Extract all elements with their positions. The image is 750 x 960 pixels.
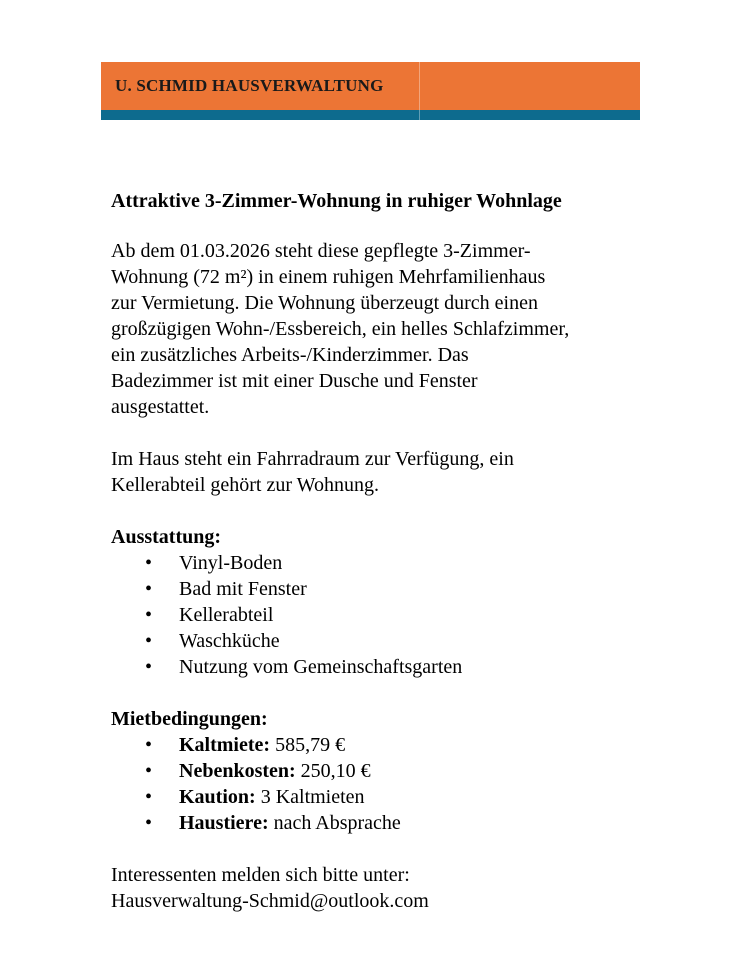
company-name: U. SCHMID HAUSVERWALTUNG xyxy=(115,76,384,95)
header-banner xyxy=(101,62,640,120)
term-label: Kaution: xyxy=(179,786,256,808)
intro-line: großzügigen Wohn-/Essbereich, ein helles Schlafzimmer, xyxy=(111,318,570,340)
terms-title: Mietbedingungen: xyxy=(111,708,268,730)
feature-text: Vinyl-Boden xyxy=(179,552,283,574)
list-item xyxy=(111,550,651,576)
feature-text: Nutzung vom Gemeinschaftsgarten xyxy=(179,656,463,678)
listing-content xyxy=(111,188,651,914)
intro-line: ein zusätzliches Arbeits-/Kinderzimmer. Das xyxy=(111,344,469,366)
term-label: Haustiere: xyxy=(179,812,269,834)
term-value: 250,10 € xyxy=(300,760,371,782)
intro-line: Badezimmer ist mit einer Dusche und Fenster xyxy=(111,370,478,392)
feature-text: Bad mit Fenster xyxy=(179,578,307,600)
list-item xyxy=(111,602,651,628)
term-value: 3 Kaltmieten xyxy=(260,786,365,808)
bullet-icon: • xyxy=(145,812,153,834)
term-value: 585,79 € xyxy=(275,734,346,756)
house-line: Kellerabteil gehört zur Wohnung. xyxy=(111,474,379,496)
bullet-icon: • xyxy=(145,786,153,808)
bullet-icon: • xyxy=(145,552,153,574)
bullet-icon: • xyxy=(145,630,153,652)
feature-text: Kellerabteil xyxy=(179,604,274,626)
features-title: Ausstattung: xyxy=(111,526,222,548)
term-value: nach Absprache xyxy=(273,812,401,834)
bullet-icon: • xyxy=(145,656,153,678)
banner-divider xyxy=(419,62,420,120)
terms-list xyxy=(111,732,651,836)
term-label: Kaltmiete: xyxy=(179,734,271,756)
bullet-icon: • xyxy=(145,604,153,626)
list-item xyxy=(111,810,651,836)
house-paragraph xyxy=(111,446,651,498)
term-label: Nebenkosten: xyxy=(179,760,296,782)
bullet-icon: • xyxy=(145,734,153,756)
contact-paragraph xyxy=(111,862,651,914)
list-item xyxy=(111,784,651,810)
intro-line: zur Vermietung. Die Wohnung überzeugt durch einen xyxy=(111,292,538,314)
list-item xyxy=(111,758,651,784)
intro-line: ausgestattet. xyxy=(111,396,210,418)
list-item xyxy=(111,628,651,654)
house-line: Im Haus steht ein Fahrradraum zur Verfügung, ein xyxy=(111,448,514,470)
list-item xyxy=(111,732,651,758)
bullet-icon: • xyxy=(145,760,153,782)
list-item xyxy=(111,654,651,680)
intro-paragraph xyxy=(111,238,651,420)
contact-line: Interessenten melden sich bitte unter: xyxy=(111,864,410,886)
bullet-icon: • xyxy=(145,578,153,600)
intro-line: Ab dem 01.03.2026 steht diese gepflegte 3-Zimmer- xyxy=(111,240,531,262)
contact-email: Hausverwaltung-Schmid@outlook.com xyxy=(111,890,429,912)
intro-line: Wohnung (72 m²) in einem ruhigen Mehrfamilienhaus xyxy=(111,266,546,288)
feature-text: Waschküche xyxy=(179,630,280,652)
banner-blue-bar xyxy=(101,110,640,120)
listing-headline: Attraktive 3-Zimmer-Wohnung in ruhiger Wohnlage xyxy=(111,190,562,212)
list-item xyxy=(111,576,651,602)
features-list xyxy=(111,550,651,680)
